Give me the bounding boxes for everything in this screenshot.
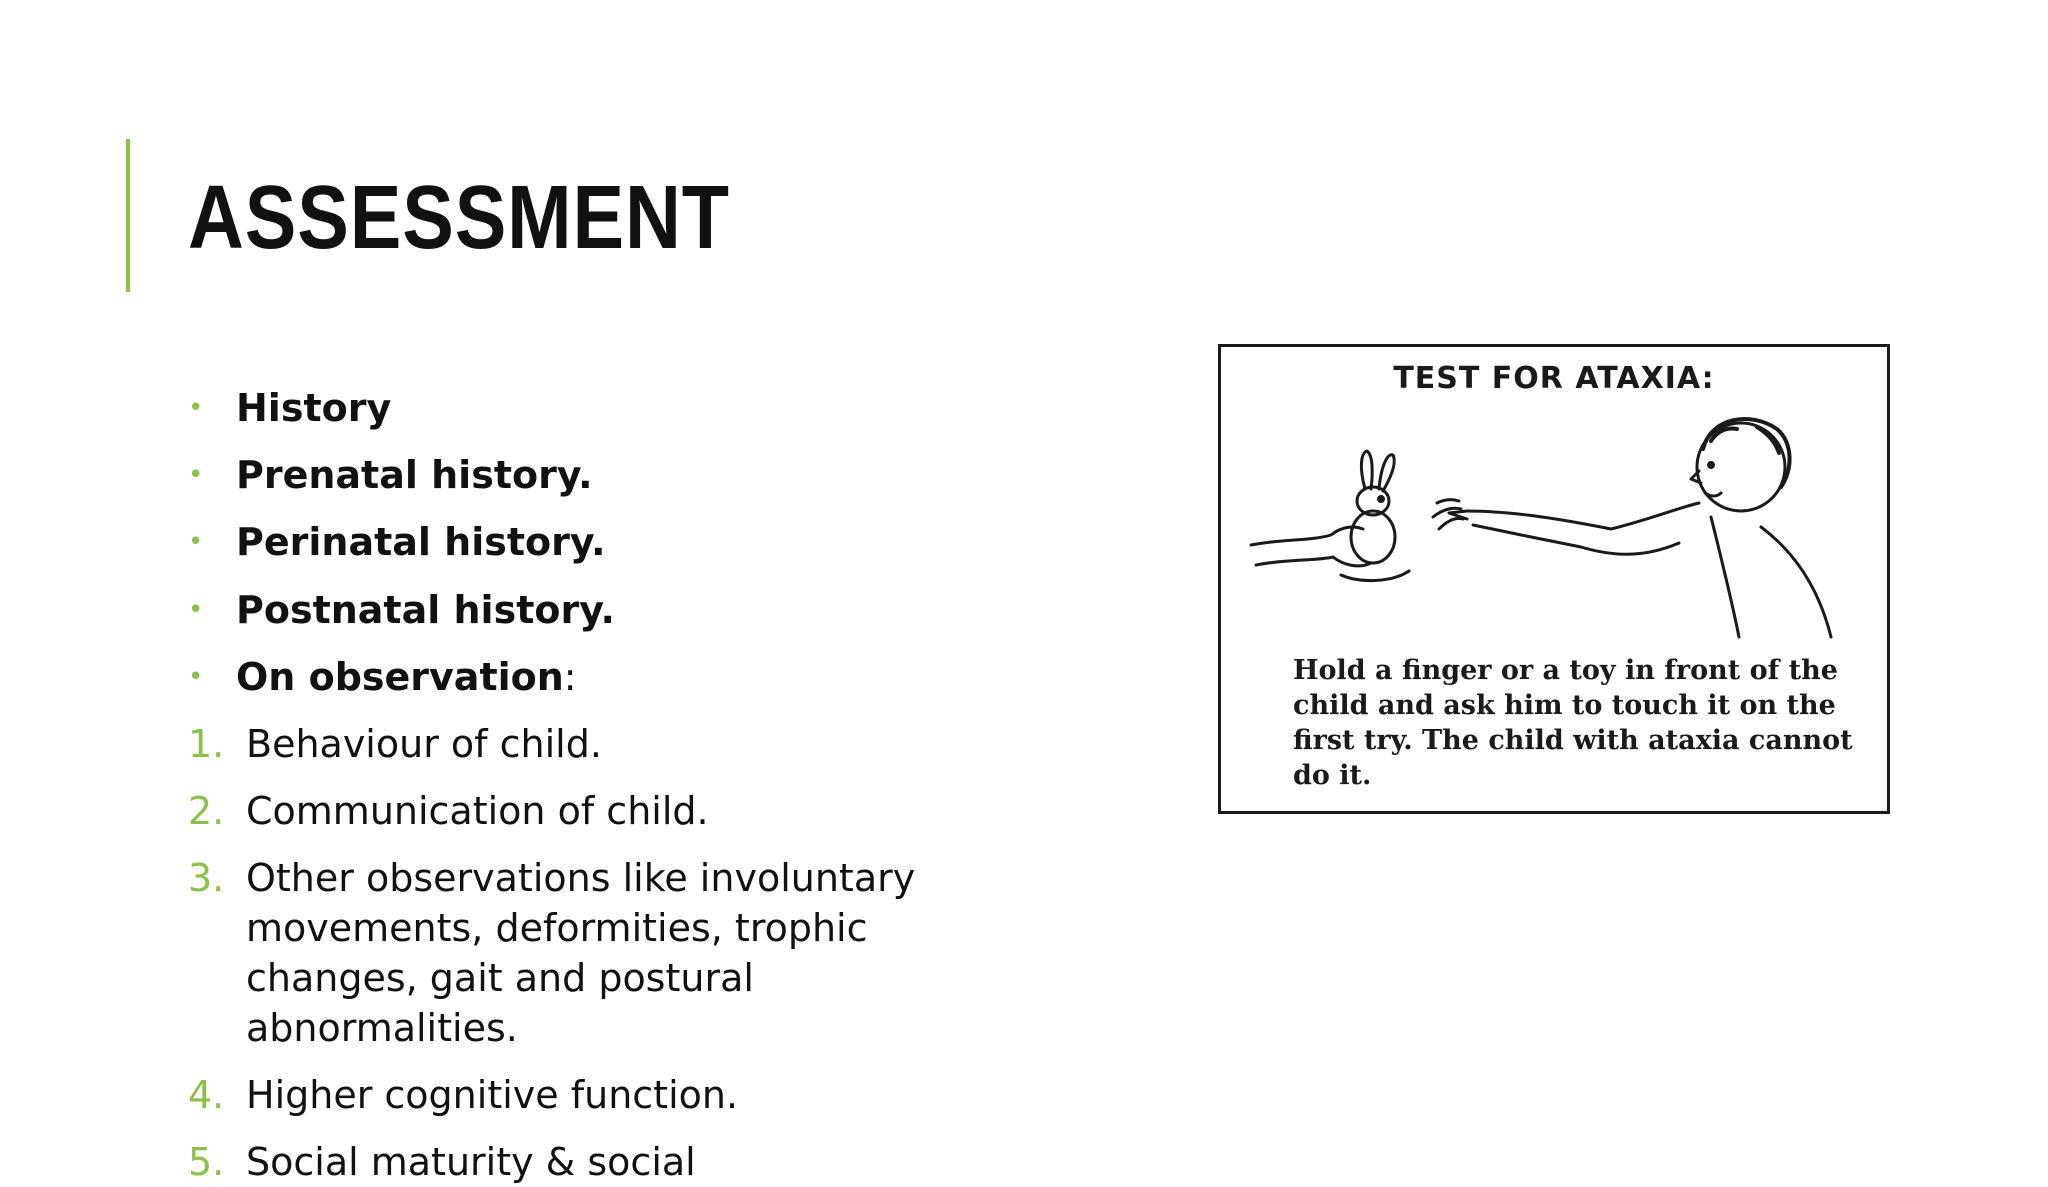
ataxia-test-figure: [1218, 344, 1890, 814]
child-back: [1761, 527, 1831, 637]
slide-title: ASSESSMENT: [188, 168, 730, 268]
bullet-label: Postnatal history.: [236, 588, 615, 632]
list-item-text: Higher cognitive function.: [246, 1073, 739, 1117]
motion-mark: [1437, 500, 1459, 503]
list-number: 3.: [188, 856, 225, 900]
numbered-item-2: [188, 786, 946, 836]
rabbit-toy-eye: [1379, 497, 1384, 502]
rabbit-toy-body: [1351, 511, 1395, 563]
numbered-item-1: [188, 719, 946, 769]
numbered-item-5: [188, 1137, 946, 1187]
adult-arm-lower: [1256, 557, 1371, 566]
adult-arm: [1251, 527, 1363, 545]
bullet-dot-icon: •: [188, 662, 204, 692]
list-number: 5.: [188, 1140, 225, 1184]
list-item-text: Communication of child.: [246, 789, 709, 833]
bullet-dot-icon: •: [188, 393, 204, 423]
toy-base: [1341, 571, 1409, 581]
motion-mark: [1439, 518, 1463, 529]
bullet-dot-icon: •: [188, 460, 204, 490]
list-number: 2.: [188, 789, 225, 833]
list-item-text: Social maturity & social: [246, 1140, 696, 1184]
bullet-item-postnatal: [188, 585, 615, 635]
figure-title: TEST FOR ATAXIA:: [1393, 361, 1715, 396]
bullet-item-history: [188, 383, 391, 433]
list-item-text: Other observations like involuntary movements, deformities, trophic changes, gait and postural abnormalities.: [246, 856, 916, 1050]
child-arm-upper: [1467, 503, 1699, 529]
bullet-dot-icon: •: [188, 595, 204, 625]
slide-content: [188, 0, 948, 1184]
bullet-label: On observation: [236, 655, 564, 699]
numbered-item-4: [188, 1070, 946, 1120]
list-number: 4.: [188, 1073, 225, 1117]
rabbit-toy-ear-right: [1379, 455, 1394, 491]
child-arm-lower: [1473, 525, 1679, 554]
bullet-label: Prenatal history.: [236, 453, 593, 497]
child-eye: [1709, 463, 1714, 468]
bullet-item-prenatal: [188, 450, 593, 500]
figure-caption: Hold a finger or a toy in front of the child and ask him to touch it on the first try. The child with ataxia cannot do it.: [1293, 655, 1853, 791]
child-torso: [1711, 517, 1739, 637]
child-face: [1691, 471, 1721, 496]
bullet-label: Perinatal history.: [236, 520, 606, 564]
bullet-suffix: :: [563, 655, 577, 699]
rabbit-toy-ear-left: [1361, 451, 1372, 489]
numbered-item-3: [188, 853, 926, 1053]
title-accent-bar: [126, 139, 130, 292]
list-number: 1.: [188, 722, 225, 766]
bullet-label: History: [236, 386, 392, 430]
child-hair: [1703, 419, 1790, 487]
list-item-text: Behaviour of child.: [246, 722, 602, 766]
child-touching-toy-illustration: [1241, 407, 1871, 657]
bullet-item-perinatal: [188, 517, 606, 567]
bullet-dot-icon: •: [188, 527, 204, 557]
bullet-item-observation: [188, 652, 577, 702]
